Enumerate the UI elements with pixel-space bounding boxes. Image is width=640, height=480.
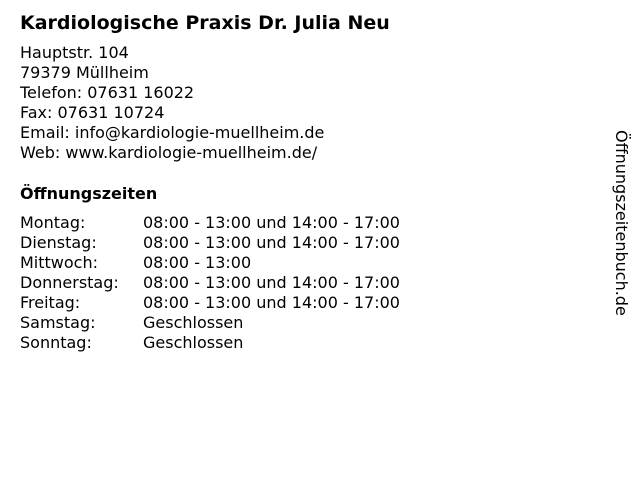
hours-value: 08:00 - 13:00 und 14:00 - 17:00 — [143, 293, 400, 312]
day-label: Samstag: — [20, 313, 96, 332]
page-title: Kardiologische Praxis Dr. Julia Neu — [20, 12, 390, 34]
email-address: Email: info@kardiologie-muellheim.de — [20, 123, 325, 142]
hours-value: Geschlossen — [143, 333, 244, 352]
address-street: Hauptstr. 104 — [20, 43, 129, 62]
website-address: Web: www.kardiologie-muellheim.de/ — [20, 143, 318, 162]
hours-value: Geschlossen — [143, 313, 244, 332]
hours-value: 08:00 - 13:00 und 14:00 - 17:00 — [143, 233, 400, 252]
day-label: Mittwoch: — [20, 253, 98, 272]
contact-block — [20, 43, 324, 163]
watermark-text: Öffnungszeitenbuch.de — [612, 130, 631, 316]
hours-row-tuesday — [20, 233, 400, 253]
hours-row-saturday — [20, 313, 400, 333]
opening-hours-heading: Öffnungszeiten — [20, 184, 158, 203]
hours-row-monday — [20, 213, 400, 233]
day-label: Dienstag: — [20, 233, 97, 252]
day-label: Montag: — [20, 213, 86, 232]
opening-hours-table — [20, 213, 400, 353]
hours-value: 08:00 - 13:00 und 14:00 - 17:00 — [143, 213, 400, 232]
hours-value: 08:00 - 13:00 — [143, 253, 252, 272]
hours-row-thursday — [20, 273, 400, 293]
hours-row-friday — [20, 293, 400, 313]
fax-number: Fax: 07631 10724 — [20, 103, 165, 122]
day-label: Donnerstag: — [20, 273, 119, 292]
hours-row-sunday — [20, 333, 400, 353]
hours-row-wednesday — [20, 253, 400, 273]
address-city: 79379 Müllheim — [20, 63, 149, 82]
day-label: Sonntag: — [20, 333, 92, 352]
hours-value: 08:00 - 13:00 und 14:00 - 17:00 — [143, 273, 400, 292]
watermark-container — [610, 130, 638, 370]
day-label: Freitag: — [20, 293, 81, 312]
phone-number: Telefon: 07631 16022 — [20, 83, 195, 102]
